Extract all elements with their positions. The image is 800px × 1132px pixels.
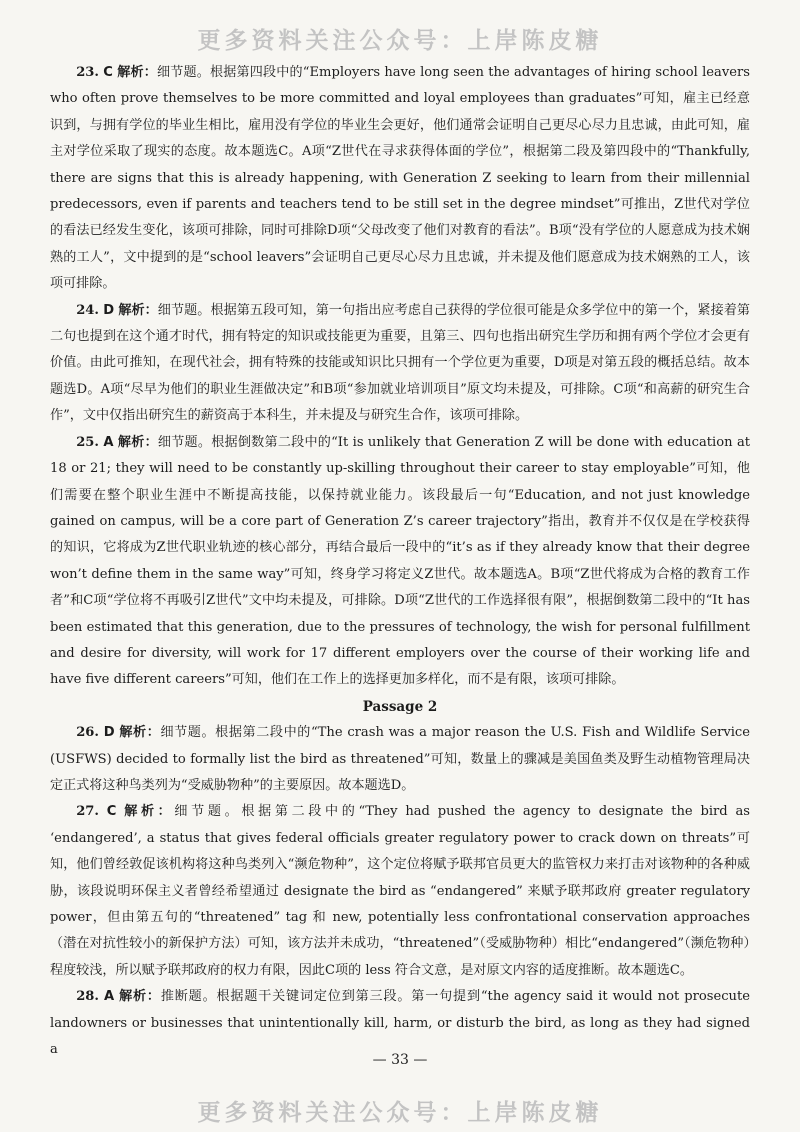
analysis-text: 细节题。根据第五段可知，第一句指出应考虑自己获得的学位很可能是众多学位中的第一个，紧接着第二句也提到在这个通才时代，拥有特定的知识或技能更为重要，且第三、四句也指出研究生学历和拥有两个学位才会更有价值。由此可推知，在现代社会，拥有特殊的技能或知识比只拥有一个学位更为重要，D项是对第五段的概括总结。故本题选D。A项“尽早为他们的职业生涯做决定”和B项“参加就业培训项目”原文均未提及，可排除。C项“和高薪的研究生合作”，文中仅指出研究生的薪资高于本科生，并未提及与研究生合作，该项可排除。 (50, 302, 750, 424)
analysis-label: 解析： (117, 65, 157, 80)
page-number: — 33 — (372, 1052, 428, 1068)
analysis-text: 推断题。根据题干关键词定位到第三段。第一句提到“the agency said it would not prosecute landowners or businesses that unintentionally kill, harm, or disturb the bird, as long as they had signed a (50, 989, 750, 1058)
analysis-text: 细节题。根据第二段中的“They had pushed the agency to designate the bird as ‘endangered’, a status that gives federal officials greater regulatory power to crack down on threats”可知，他们曾经敦促该机构将这种鸟类列入“濒危物种”，这个定位将赋予联邦官员更大的监管权力来打击对该物种的各种威胁，该段说明环保主义者曾经希望通过 designate the bird as “endangered” 来赋予联邦政府 greater regulatory power，但由第五句的“threatened” tag 和 new, potentially less confrontational conservation approaches（潜在对抗性较小的新保护方法）可知，该方法并未成功，“threatened”（受威胁物种）相比“endangered”（濒危物种）程度较浅，所以赋予联邦政府的权力有限，因此C项的 less 符合文意，是对原文内容的适度推断。故本题选C。 (50, 804, 751, 978)
question-number: 26. (76, 725, 99, 741)
answer-24 (50, 298, 750, 430)
question-number: 24. (76, 302, 99, 318)
page-content (50, 60, 750, 1063)
answer-23 (50, 60, 750, 298)
answer-letter: D (103, 302, 115, 318)
question-number: 27. (76, 804, 99, 820)
analysis-text: 细节题。根据第四段中的“Employers have long seen the advantages of hiring school leavers who often prove themselves to be more committed and loyal employees than graduates”可知，雇主已经意识到，与拥有学位的毕业生相比，雇用没有学位的毕业生会更好，他们通常会证明自己更尽心尽力且忠诚，由此可知，雇主对学位采取了现实的态度。故本题选C。A项“Z世代在寻求获得体面的学位”，根据第二段及第四段中的“Thankfully, there are signs that this is already happening, with Generation Z seeking to learn from their millennial predecessors, even if parents and teachers tend to be still set in the degree mindset”可推出，Z世代对学位的看法已经发生变化，该项可排除，同时可排除D项“父母改变了他们对教育的看法”。B项“没有学位的人愿意成为技术娴熟的工人”，文中提到的是“school leavers”会证明自己更尽心尽力且忠诚，并未提及他们愿意成为技术娴熟的工人，该项可排除。 (50, 65, 750, 292)
answer-letter: A (103, 434, 114, 450)
analysis-label: 解析： (124, 804, 175, 820)
analysis-label: 解析： (119, 989, 161, 1005)
analysis-label: 解析： (119, 725, 161, 741)
answer-letter: C (103, 65, 113, 80)
watermark-bottom: 更多资料关注公众号：上岸陈皮糖 (197, 1100, 603, 1126)
answer-letter: D (103, 725, 115, 741)
question-number: 25. (76, 434, 99, 450)
answer-26 (50, 720, 750, 799)
answer-25 (50, 430, 750, 694)
analysis-label: 解析： (117, 434, 158, 450)
question-number: 28. (76, 989, 99, 1005)
analysis-label: 解析： (118, 302, 158, 318)
answer-27 (50, 799, 750, 984)
answer-letter: C (106, 804, 117, 820)
analysis-text: 细节题。根据第二段中的“The crash was a major reason the U.S. Fish and Wildlife Service (USFWS) decided to formally list the bird as threatened”可知，数量上的骤减是美国鱼类及野生动植物管理局决定正式将这种鸟类列为“受威胁物种”的主要原因。故本题选D。 (50, 725, 751, 793)
question-number: 23. (76, 65, 99, 80)
answer-letter: A (103, 989, 115, 1005)
passage-heading: Passage 2 (362, 698, 438, 715)
analysis-text: 细节题。根据倒数第二段中的“It is unlikely that Generation Z will be done with education at 18 or 21; they will need to be constantly up-skilling throughout their career to stay employable”可知，他们需要在整个职业生涯中不断提高技能，以保持就业能力。该段最后一句“Education, and not just knowledge gained on campus, will be a core part of Generation Z’s career trajectory”指出，教育并不仅仅是在学校获得的知识，它将成为Z世代职业轨迹的核心部分，再结合最后一段中的“it’s as if they already know that their degree won’t define them in the same way”可知，终身学习将定义Z世代。故本题选A。B项“Z世代将成为合格的教育工作者”和C项“学位将不再吸引Z世代”文中均未提及，可排除。D项“Z世代的工作选择很有限”，根据倒数第二段中的“It has been estimated that this generation, due to the pressures of technology, the wish for personal fulfillment and desire for diversity, will work for 17 different employers over the course of their working life and have five different careers”可知，他们在工作上的选择更加多样化，而不是有限，该项可排除。 (50, 434, 751, 688)
watermark-top: 更多资料关注公众号：上岸陈皮糖 (197, 28, 603, 54)
